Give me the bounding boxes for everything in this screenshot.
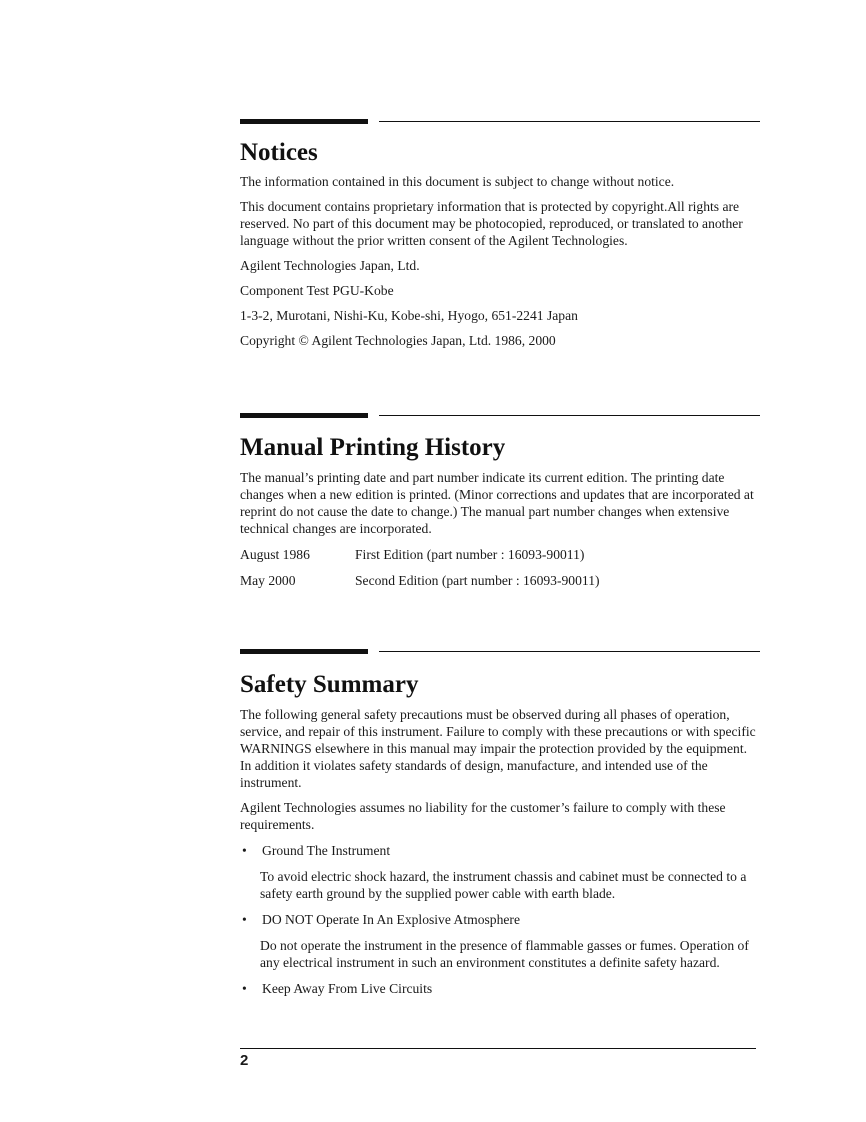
safety-bullet	[240, 842, 760, 859]
bullet-title: DO NOT Operate In An Explosive Atmosphere	[262, 912, 520, 927]
safety-section	[240, 649, 760, 997]
notices-paragraph: This document contains proprietary information that is protected by copyright.All rights are reserved. No part of this document may be photocopied, reproduced, or translated to another language without the prior written consent of the Agilent Technologies.	[240, 199, 743, 248]
bullet-title: Ground The Instrument	[262, 843, 391, 858]
safety-bullet	[240, 911, 760, 928]
section-rule	[240, 413, 760, 419]
safety-bullet	[240, 980, 760, 997]
safety-paragraph: The following general safety precautions must be observed during all phases of operation, service, and repair of this instrument. Failure to comply with these precautions or with specific WARNINGS elsewhere in this manual may impair the protection provided by the equipment. In addition it violates safety standards of design, manufacture, and intended use of the instrument.	[240, 707, 756, 790]
history-intro: The manual’s printing date and part number indicate its current edition. The printing date changes when a new edition is printed. (Minor corrections and updates that are incorporated at reprint do not cause the date to change.) The manual part number changes when extensive technical changes are incorporated.	[240, 470, 754, 536]
bullet-body: To avoid electric shock hazard, the instrument chassis and cabinet must be connected to a safety earth ground by the supplied power cable with earth blade.	[260, 869, 747, 901]
bullet-body: Do not operate the instrument in the presence of flammable gasses or fumes. Operation of any electrical instrument in such an environment constitutes a definite safety hazard.	[260, 938, 749, 970]
edition-row	[240, 572, 760, 589]
notices-title: Notices	[240, 139, 318, 166]
edition-description: First Edition (part number : 16093-90011)	[355, 547, 585, 562]
edition-row	[240, 546, 760, 563]
notices-paragraph: The information contained in this document is subject to change without notice.	[240, 174, 675, 189]
history-title: Manual Printing History	[240, 434, 506, 461]
footer-rule	[240, 1048, 756, 1049]
bullet-marker: •	[242, 843, 247, 858]
bullet-marker: •	[242, 912, 247, 927]
safety-title: Safety Summary	[240, 671, 419, 698]
bullet-title: Keep Away From Live Circuits	[262, 981, 433, 996]
page-number: 2	[240, 1052, 249, 1069]
notices-company: Agilent Technologies Japan, Ltd.	[240, 258, 420, 273]
safety-paragraph: Agilent Technologies assumes no liability for the customer’s failure to comply with these requirements.	[240, 800, 726, 832]
notices-division: Component Test PGU-Kobe	[240, 283, 394, 298]
bullet-marker: •	[242, 981, 247, 996]
edition-date: August 1986	[240, 547, 310, 562]
history-section	[240, 413, 760, 589]
notices-copyright: Copyright © Agilent Technologies Japan, Ltd. 1986, 2000	[240, 333, 556, 348]
section-rule	[240, 119, 760, 125]
edition-description: Second Edition (part number : 16093-90011)	[355, 573, 600, 588]
edition-date: May 2000	[240, 573, 296, 588]
notices-address: 1-3-2, Murotani, Nishi-Ku, Kobe-shi, Hyogo, 651-2241 Japan	[240, 308, 578, 323]
section-rule	[240, 649, 760, 655]
notices-section	[240, 119, 760, 349]
